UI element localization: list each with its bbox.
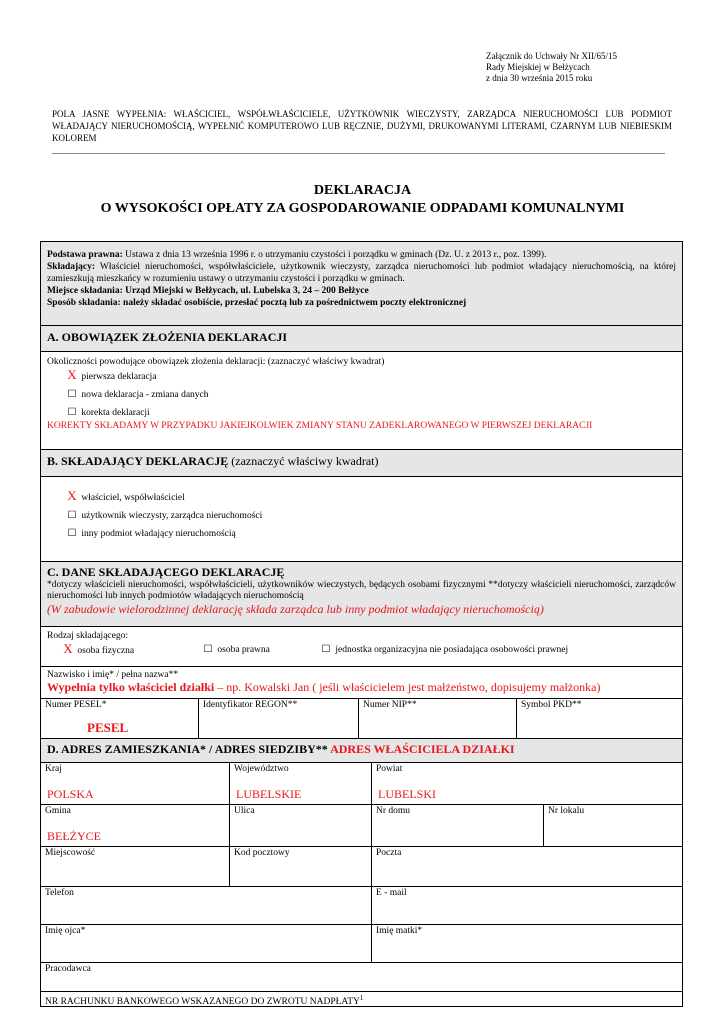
annex-line-3: z dnia 30 września 2015 roku bbox=[486, 73, 593, 83]
checkbox-icon: ☐ bbox=[321, 644, 331, 655]
option-perpetual-user[interactable]: ☐ użytkownik wieczysty, zarządca nieruchomości bbox=[65, 510, 676, 522]
id-numbers-row bbox=[41, 699, 682, 739]
type-organizational-unit[interactable]: ☐ jednostka organizacyjna nie posiadająca osobowości prawnej bbox=[319, 644, 568, 656]
checked-mark-icon: X bbox=[67, 367, 77, 382]
contact-row bbox=[41, 887, 682, 925]
commune-value: BEŁŻYCE bbox=[47, 829, 101, 843]
section-c-header bbox=[41, 562, 682, 627]
option-other-entity[interactable]: ☐ inny podmiot władający nieruchomością bbox=[65, 528, 676, 540]
mother-name-field[interactable]: Imię matki* bbox=[371, 925, 682, 962]
county-value: LUBELSKI bbox=[378, 787, 436, 801]
postal-code-field[interactable]: Kod pocztowy bbox=[229, 847, 371, 886]
submission-place: Miejsce składania: Urząd Miejski w Bełżycach, ul. Lubelska 3, 24 – 200 Bełżyce bbox=[47, 286, 369, 296]
divider bbox=[52, 153, 665, 154]
checked-mark-icon: X bbox=[63, 641, 73, 656]
section-c-red-note: (W zabudowie wielorodzinnej deklarację składa zarządca lub inny podmiot władający nieruchomością) bbox=[47, 602, 544, 616]
voivodeship-value: LUBELSKIE bbox=[236, 787, 302, 801]
checkbox-icon: ☐ bbox=[203, 644, 213, 655]
employer-field[interactable]: Pracodawca bbox=[41, 963, 682, 992]
phone-field[interactable]: Telefon bbox=[45, 888, 74, 898]
county-field[interactable]: Powiat LUBELSKI bbox=[371, 763, 682, 804]
filer-type-row bbox=[41, 627, 682, 667]
name-label: Nazwisko i imię* / pełna nazwa** bbox=[47, 670, 179, 680]
city-field[interactable]: Miejscowość bbox=[45, 848, 96, 858]
section-c-note: *dotyczy właścicieli nieruchomości, współwłaścicieli, użytkowników wieczystych, będących osobami fizycznymi **dotyczy właścicieli nieruchomości, zarządców nieruchomości lub innych podmiotów władających nieruchomością bbox=[47, 580, 676, 601]
section-a-body bbox=[41, 352, 682, 450]
filer-info: Składający: Właściciel nieruchomości, współwłaściciele, użytkownik wieczysty, zarządca nieruchomości lub podmiot władający nieruchomością, na której zamieszkują mieszkańcy w rozumieniu ustawy o utrzymaniu czystości i porządku w gminach. bbox=[47, 262, 676, 284]
option-owner[interactable]: X właściciel, współwłaściciel bbox=[65, 490, 676, 504]
commune-field[interactable]: Gmina BEŁŻYCE bbox=[45, 806, 101, 843]
form-title: DEKLARACJA bbox=[313, 183, 412, 198]
country-field[interactable]: Kraj POLSKA bbox=[45, 764, 94, 801]
legal-basis: Podstawa prawna: Ustawa z dnia 13 września 1996 r. o utrzymaniu czystości i porządku w gminach (Dz. U. z 2013 r., poz. 1399). bbox=[47, 250, 547, 260]
pesel-field[interactable]: Numer PESEL* PESEL bbox=[45, 700, 129, 735]
section-d-header bbox=[41, 739, 682, 763]
section-b-title: B. SKŁADAJĄCY DEKLARACJĘ (zaznaczyć właściwy kwadrat) bbox=[47, 454, 379, 468]
declaration-form bbox=[40, 241, 683, 1007]
section-c-title: C. DANE SKŁADAJĄCEGO DEKLARACJĘ bbox=[47, 565, 285, 579]
section-d-title: D. ADRES ZAMIESZKANIA* / ADRES SIEDZIBY** ADRES WŁAŚCICIELA DZIAŁKI bbox=[47, 742, 515, 756]
address-row-2 bbox=[41, 805, 682, 847]
checkbox-icon: ☐ bbox=[67, 407, 77, 418]
parents-row bbox=[41, 925, 682, 963]
correction-warning: KOREKTY SKŁADAMY W PRZYPADKU JAKIEJKOLWIEK ZMIANY STANU ZADEKLAROWANEGO W PIERWSZEJ DEKLARACJI bbox=[47, 421, 593, 431]
address-row-3 bbox=[41, 847, 682, 887]
section-a-intro: Okoliczności powodujące obowiązek złożenia deklaracji: (zaznaczyć właściwy kwadrat) bbox=[47, 357, 385, 367]
street-field[interactable]: Ulica bbox=[229, 805, 371, 846]
section-b-header bbox=[41, 450, 682, 477]
regon-field[interactable]: Identyfikator REGON** bbox=[198, 699, 358, 738]
legal-basis-block bbox=[41, 242, 682, 326]
address-row-1 bbox=[41, 763, 682, 805]
checkbox-icon: ☐ bbox=[67, 389, 77, 400]
flat-number-field[interactable]: Nr lokalu bbox=[543, 805, 682, 846]
option-new-declaration[interactable]: ☐ nowa deklaracja - zmiana danych bbox=[65, 389, 676, 401]
submission-method: Sposób składania: należy składać osobiście, przesłać pocztą lub za pośrednictwem poczty elektronicznej bbox=[47, 298, 467, 308]
fill-instructions: POLA JASNE WYPEŁNIA: WŁAŚCICIEL, WSPÓŁWŁAŚCICIELE, UŻYTKOWNIK WIECZYSTY, ZARZĄDCA NIERUCHOMOŚCI LUB PODMIOT WŁADAJĄCY NIERUCHOMOŚCIĄ, WYPEŁNIĆ KOMPUTEROWO LUB RĘCZNIE, DUŻYMI, DRUKOWANYMI LITERAMI, CZARNYM LUB NIEBIESKIM KOLOREM bbox=[52, 109, 672, 143]
checked-mark-icon: X bbox=[67, 488, 77, 503]
bank-account-field[interactable]: NR RACHUNKU BANKOWEGO WSKAZANEGO DO ZWROTU NADPŁATY$^1$ bbox=[45, 994, 364, 1008]
checkbox-icon: ☐ bbox=[67, 528, 77, 539]
email-field[interactable]: E - mail bbox=[371, 887, 682, 924]
post-office-field[interactable]: Poczta bbox=[371, 847, 682, 886]
country-value: POLSKA bbox=[47, 787, 94, 801]
pesel-value: PESEL bbox=[87, 720, 129, 735]
house-number-field[interactable]: Nr domu bbox=[371, 805, 543, 846]
section-b-body bbox=[41, 477, 682, 562]
option-correction[interactable]: ☐ korekta deklaracji bbox=[65, 407, 676, 419]
type-legal-person[interactable]: ☐ osoba prawna bbox=[201, 644, 270, 656]
nip-field[interactable]: Numer NIP** bbox=[358, 699, 516, 738]
annex-line-1: Załącznik do Uchwały Nr XII/65/15 bbox=[486, 51, 617, 61]
section-a-header bbox=[41, 326, 682, 352]
filer-type-label: Rodzaj składającego: bbox=[47, 631, 128, 641]
father-name-field[interactable]: Imię ojca* bbox=[45, 926, 86, 936]
name-hint: Wypełnia tylko właściciel działki – np. Kowalski Jan ( jeśli właścicielem jest małżeństwo, dopisujemy małżonka) bbox=[47, 680, 601, 694]
section-a-title: A. OBOWIĄZEK ZŁOŻENIA DEKLARACJI bbox=[47, 330, 288, 344]
annex-note bbox=[486, 51, 617, 84]
name-field[interactable] bbox=[41, 667, 682, 699]
annex-line-2: Rady Miejskiej w Bełżycach bbox=[486, 62, 590, 72]
pkd-field[interactable]: Symbol PKD** bbox=[516, 699, 682, 738]
voivodeship-field[interactable]: Województwo LUBELSKIE bbox=[229, 763, 371, 804]
option-first-declaration[interactable]: X pierwsza deklaracja bbox=[65, 369, 676, 383]
checkbox-icon: ☐ bbox=[67, 510, 77, 521]
type-natural-person[interactable]: X osoba fizyczna bbox=[61, 643, 134, 657]
form-subtitle: O WYSOKOŚCI OPŁATY ZA GOSPODAROWANIE ODPADAMI KOMUNALNYMI bbox=[100, 201, 625, 216]
